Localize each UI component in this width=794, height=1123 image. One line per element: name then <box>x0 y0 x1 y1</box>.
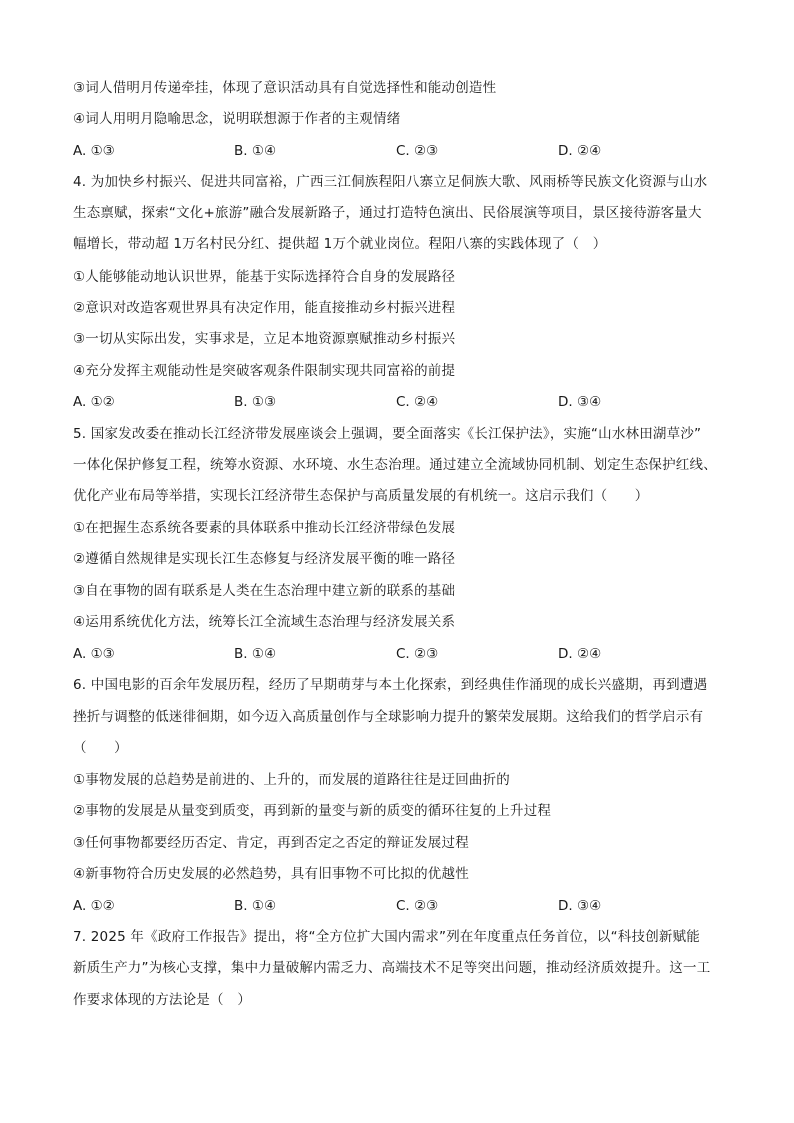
q4-option-1: ①人能够能动地认识世界，能基于实际选择符合自身的发展路径 <box>73 269 456 285</box>
q6-choices <box>73 897 723 915</box>
q3-choice-b: B. ①④ <box>234 143 277 159</box>
q3-choice-c: C. ②③ <box>396 143 439 159</box>
q4-choices <box>73 393 723 411</box>
q3-choice-d: D. ②④ <box>558 143 602 159</box>
q4-choice-a: A. ①② <box>73 394 115 410</box>
q5-option-2: ②遵循自然规律是实现长江生态修复与经济发展平衡的唯一路径 <box>73 551 456 567</box>
q5-stem-line-3: 优化产业布局等举措，实现长江经济带生态保护与高质量发展的有机统一。这启示我们（ ） <box>73 488 649 504</box>
q3-choices <box>73 142 723 160</box>
q5-choice-a: A. ①③ <box>73 646 115 662</box>
q4-option-2: ②意识对改造客观世界具有决定作用，能直接推动乡村振兴进程 <box>73 300 456 316</box>
q5-choice-d: D. ②④ <box>558 646 602 662</box>
q6-choice-c: C. ②③ <box>396 898 439 914</box>
q5-choice-c: C. ②③ <box>396 646 439 662</box>
q4-stem-line-3: 幅增长，带动超 1万名村民分红、提供超 1万个就业岗位。程阳八寨的实践体现了（ ） <box>73 236 607 252</box>
q5-option-1: ①在把握生态系统各要素的具体联系中推动长江经济带绿色发展 <box>73 520 456 536</box>
q4-option-4: ④充分发挥主观能动性是突破客观条件限制实现共同富裕的前提 <box>73 363 456 379</box>
q6-stem-line-1: 6. 中国电影的百余年发展历程，经历了早期萌芽与本土化探索，到经典佳作涌现的成长兴盛期，再到遭遇 <box>73 677 708 693</box>
q7-stem-line-2: 新质生产力”为核心支撑，集中力量破解内需乏力、高端技术不足等突出问题，推动经济质效提升。这一工 <box>73 960 711 976</box>
q5-option-4: ④运用系统优化方法，统筹长江全流域生态治理与经济发展关系 <box>73 614 456 630</box>
q4-choice-c: C. ②④ <box>396 394 439 410</box>
q6-option-4: ④新事物符合历史发展的必然趋势，具有旧事物不可比拟的优越性 <box>73 866 469 882</box>
q7-stem-line-3: 作要求体现的方法论是（ ） <box>73 992 252 1008</box>
q4-stem-line-2: 生态禀赋，探索“文化+旅游”融合发展新路子，通过打造特色演出、民俗展演等项目，景区接待游客量大 <box>73 205 702 221</box>
q5-option-3: ③自在事物的固有联系是人类在生态治理中建立新的联系的基础 <box>73 583 456 599</box>
q4-choice-d: D. ③④ <box>558 394 602 410</box>
q3-choice-a: A. ①③ <box>73 143 115 159</box>
q5-choices <box>73 645 723 663</box>
q6-choice-d: D. ③④ <box>558 898 602 914</box>
q5-choice-b: B. ①④ <box>234 646 277 662</box>
q4-stem-line-1: 4. 为加快乡村振兴、促进共同富裕，广西三江侗族程阳八寨立足侗族大歌、风雨桥等民族文化资源与山水 <box>73 174 708 190</box>
q7-stem-line-1: 7. 2025 年《政府工作报告》提出，将“全方位扩大国内需求”列在年度重点任务首位，以“科技创新赋能 <box>73 929 700 945</box>
q5-stem-line-2: 一体化保护修复工程，统筹水资源、水环境、水生态治理。通过建立全流域协同机制、划定生态保护红线、 <box>73 457 717 473</box>
q6-stem-line-2: 挫折与调整的低迷徘徊期，如今迈入高质量创作与全球影响力提升的繁荣发展期。这给我们的哲学启示有 <box>73 709 704 725</box>
q3-option-4: ④词人用明月隐喻思念，说明联想源于作者的主观情绪 <box>73 111 401 127</box>
q6-option-3: ③任何事物都要经历否定、肯定，再到否定之否定的辩证发展过程 <box>73 835 469 851</box>
q6-stem-line-3: （ ） <box>73 740 128 756</box>
q6-choice-b: B. ①④ <box>234 898 277 914</box>
q4-option-3: ③一切从实际出发，实事求是，立足本地资源禀赋推动乡村振兴 <box>73 331 456 347</box>
q6-choice-a: A. ①② <box>73 898 115 914</box>
q6-option-1: ①事物发展的总趋势是前进的、上升的，而发展的道路往往是迂回曲折的 <box>73 772 511 788</box>
q5-stem-line-1: 5. 国家发改委在推动长江经济带发展座谈会上强调，要全面落实《长江保护法》，实施“山水林田湖草沙” <box>73 426 702 442</box>
q4-choice-b: B. ①③ <box>234 394 277 410</box>
q6-option-2: ②事物的发展是从量变到质变，再到新的量变与新的质变的循环往复的上升过程 <box>73 803 552 819</box>
q3-option-3: ③词人借明月传递牵挂，体现了意识活动具有自觉选择性和能动创造性 <box>73 80 497 96</box>
